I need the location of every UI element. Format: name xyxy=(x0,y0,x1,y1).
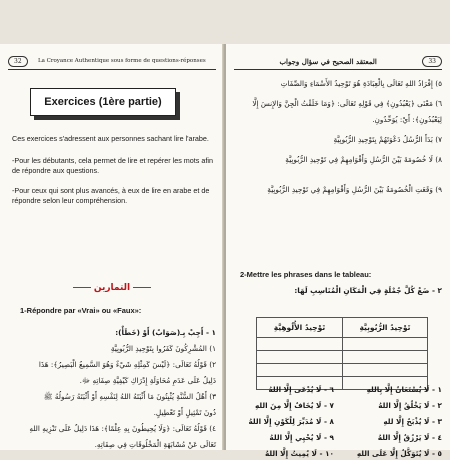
right-arabic-line: ٧) بَدَأَ الرُّسُلُ دَعْوَتَهُمْ بِتَوْحِيدِ الرُّبُوبِيَّةِ xyxy=(333,135,442,144)
left-running-header: La Croyance Authentique sous forme de questions-réponses xyxy=(37,58,206,64)
phrase-item: ٧ - لَا يُخَافُ إِلَّا مِنَ اللهِ xyxy=(254,401,334,410)
left-arabic-line: ١) المُشْرِكُونَ كَفَرُوا بِتَوْحِيدِ الرُّبُوبِيَّةِ xyxy=(110,344,216,353)
phrase-item: ١٠ - لَا يُمِيتُ إِلَّا اللهُ xyxy=(264,449,334,458)
phrase-item: ٨ - لَا مُدَبِّرَ لِلْكَوْنِ إِلَّا اللهُ xyxy=(248,417,334,426)
left-arabic-line: تَعَالَى عَنْ مُشَابَهَةِ الْمَخْلُوقَاتِ فِي صِفَاتِهِ. xyxy=(94,440,216,449)
right-arabic-line: ٩) وَقَعَتِ الْخُصُومَةُ بَيْنَ الرُّسُلِ وَأَقْوَامِهِمْ فِي تَوْحِيدِ الرُّبُوبِيَّةِ xyxy=(267,185,442,194)
table-row xyxy=(257,338,428,351)
table-cell[interactable] xyxy=(257,351,343,364)
question2-arabic: ٢ - ضَعْ كُلَّ جُمْلَةٍ فِي الْمَكَانِ الْمُنَاسِبِ لَهَا: xyxy=(294,286,442,295)
question1-label: 1-Répondre par «Vrai» ou «Faux»: xyxy=(20,306,142,315)
table-header-row xyxy=(257,318,428,338)
right-running-header: المعتقد الصحيح في سؤال وجواب xyxy=(279,56,377,66)
beginners-paragraph: -Pour les débutants, cela permet de lire et repérer les mots afin de répondre aux questions. xyxy=(12,156,213,175)
right-page-number: 33 xyxy=(422,56,442,67)
left-arabic-line: دَلِيلٌ عَلَى عَدَمِ مُحَاوَلَةِ إِدْرَاكِ كَيْفِيَّةِ صِفَاتِهِ ﷻ. xyxy=(79,376,216,385)
right-arabic-line: لِيَعْبُدُونِ﴾: أَيْ: يُوَحِّدُونِ. xyxy=(372,115,442,124)
left-arabic-line: ٢) قَوْلُهُ تَعَالَى: ﴿لَيْسَ كَمِثْلِهِ شَيْءٌ وَهُوَ السَّمِيعُ الْبَصِيرُ﴾: هَذَا xyxy=(38,360,216,369)
table-header-uluhiyya: تَوْحِيدُ الأُلُوهِيَّةِ xyxy=(257,318,343,338)
left-arabic-line: ٤) قَوْلُهُ تَعَالَى: ﴿وَلَا يُحِيطُونَ بِهِ عِلْمًا﴾: هَذَا دَلِيلٌ عَلَى تَنْزِيهِ اللهِ xyxy=(29,424,216,433)
question2-label: 2-Mettre les phrases dans le tableau: xyxy=(240,270,372,279)
phrase-item: ٦ - لَا يُدْعَى إِلَّا اللهُ xyxy=(268,385,334,394)
title-ornament-left xyxy=(133,287,151,288)
right-header-rule xyxy=(234,69,442,70)
classification-table xyxy=(256,317,428,390)
right-arabic-line: ٨) لَا خُصُومَةَ بَيْنَ الرُّسُلِ وَأَقْوَامِهِمْ فِي تَوْحِيدِ الرُّبُوبِيَّةِ xyxy=(285,155,442,164)
right-arabic-line: ٥) إِفْرَادُ اللهِ تَعَالَى بِالْعِبَادَةِ هُوَ تَوْحِيدُ الأَسْمَاءِ وَالصِّفَاتِ xyxy=(280,79,442,88)
table-row xyxy=(257,351,428,364)
right-page xyxy=(226,44,450,458)
left-arabic-line: ٣) أَهْلُ السُّنَّةِ يُثْبِتُونَ مَا أَثْبَتَهُ اللهُ لِنَفْسِهِ أَوْ أَثْبَتَهُ رَسُولُهُ ﷺ xyxy=(43,392,216,401)
right-header xyxy=(234,54,442,68)
phrase-item: ٤ - لَا يَرْزُقُ إِلَّا اللهُ xyxy=(377,433,442,442)
left-arabic-line: دُونَ تَمْثِيلٍ أَوْ تَعْطِيلٍ. xyxy=(153,408,216,417)
phrase-item: ٢ - لَا يَخْلُقُ إِلَّا اللهُ xyxy=(378,401,442,410)
left-page xyxy=(0,44,224,450)
table-row xyxy=(257,364,428,377)
advanced-paragraph: -Pour ceux qui sont plus avancés, à eux de lire en arabe et de répondre selon leur compréhension. xyxy=(12,186,210,205)
phrase-item: ٣ - لَا يُذْبَحُ إِلَّا للهِ xyxy=(383,417,442,426)
table-cell[interactable] xyxy=(342,338,427,351)
left-header-rule xyxy=(8,69,216,70)
phrase-item: ١ - لَا يُسْتَعَانُ إِلَّا بِاللهِ xyxy=(366,385,442,394)
exercise-title-box: Exercices (1ère partie) xyxy=(30,88,176,116)
phrase-item: ٥ - لَا يُتَوَكَّلُ إِلَّا عَلَى اللهِ xyxy=(356,449,442,458)
title-ornament-right xyxy=(73,287,91,288)
right-arabic-line: ٦) مَعْنَى ﴿يَعْبُدُونِ﴾ فِي قَوْلِهِ تَعَالَى: ﴿وَمَا خَلَقْتُ الْجِنَّ وَالإِنسَ إِلَّا xyxy=(252,99,442,108)
table-cell[interactable] xyxy=(342,351,427,364)
left-arabic-line: ١ - أَجِبْ بِـ(صَوَابٌ) أَوْ (خَطَأٌ): xyxy=(115,328,216,337)
table-header-rububiyya: تَوْحِيدُ الرُّبُوبِيَّةِ xyxy=(342,318,427,338)
intro-paragraph: Ces exercices s'adressent aux personnes sachant lire l'arabe. xyxy=(12,134,209,143)
table-cell[interactable] xyxy=(342,364,427,377)
table-cell[interactable] xyxy=(257,364,343,377)
left-page-number: 32 xyxy=(8,56,28,67)
exercises-arabic-title: التمارين xyxy=(0,283,224,293)
table-cell[interactable] xyxy=(257,338,343,351)
phrase-item: ٩ - لَا يُحْيِي إِلَّا اللهُ xyxy=(269,433,334,442)
left-header xyxy=(8,54,216,68)
